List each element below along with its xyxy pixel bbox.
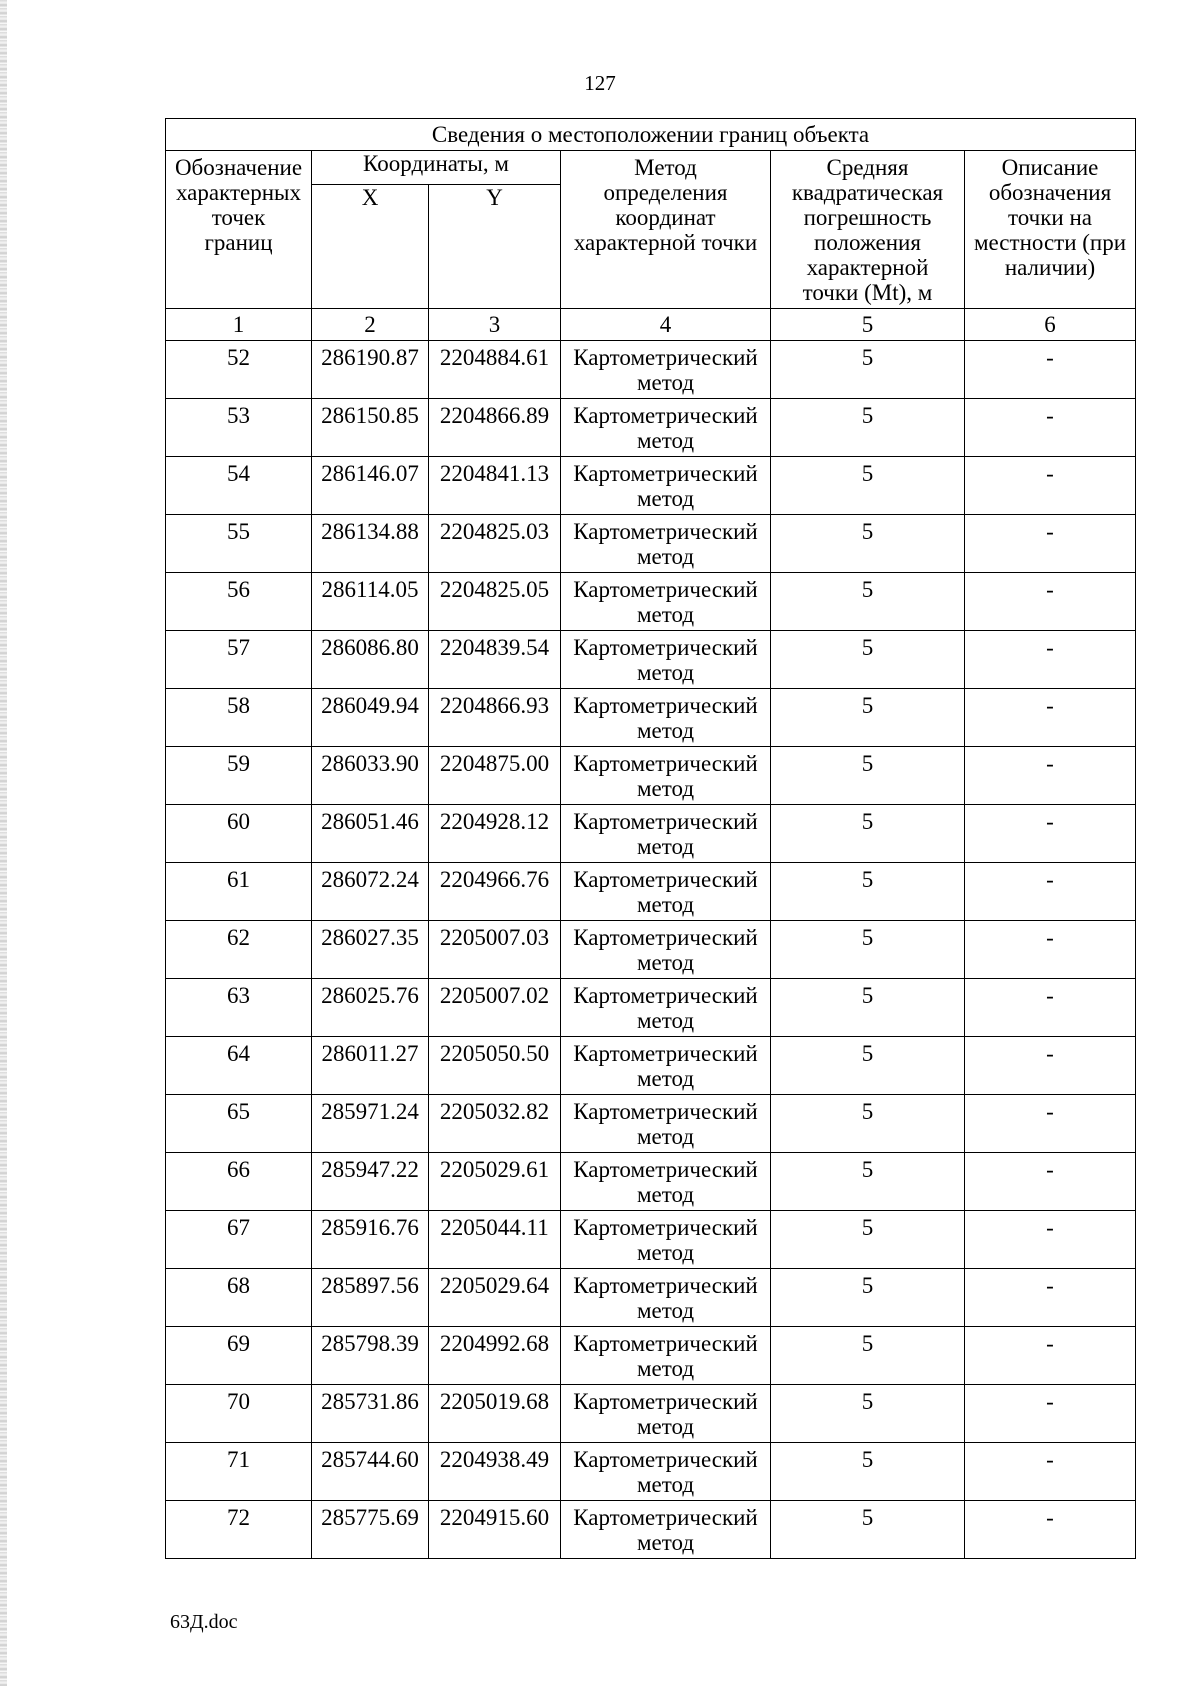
method-cell: Картометрический метод <box>561 1269 771 1327</box>
y-coordinate-cell: 2204825.03 <box>429 515 561 573</box>
y-coordinate-cell: 2204938.49 <box>429 1443 561 1501</box>
column-number: 4 <box>561 309 771 341</box>
description-cell: - <box>965 1211 1136 1269</box>
mean-error-cell: 5 <box>771 1211 965 1269</box>
description-cell: - <box>965 631 1136 689</box>
table-row <box>166 399 1136 457</box>
point-id-cell: 59 <box>166 747 312 805</box>
x-coordinate-cell: 286146.07 <box>312 457 429 515</box>
mean-error-cell: 5 <box>771 1443 965 1501</box>
table-row <box>166 341 1136 399</box>
point-id-cell: 71 <box>166 1443 312 1501</box>
table-row <box>166 863 1136 921</box>
description-cell: - <box>965 805 1136 863</box>
description-cell: - <box>965 457 1136 515</box>
x-coordinate-cell: 286190.87 <box>312 341 429 399</box>
x-coordinate-cell: 285731.86 <box>312 1385 429 1443</box>
table-row <box>166 689 1136 747</box>
y-coordinate-cell: 2205032.82 <box>429 1095 561 1153</box>
x-coordinate-cell: 286072.24 <box>312 863 429 921</box>
point-id-cell: 63 <box>166 979 312 1037</box>
method-cell: Картометрический метод <box>561 689 771 747</box>
mean-error-cell: 5 <box>771 1501 965 1559</box>
table-row <box>166 573 1136 631</box>
table-body <box>166 341 1136 1559</box>
column-number: 1 <box>166 309 312 341</box>
x-coordinate-cell: 285775.69 <box>312 1501 429 1559</box>
point-id-cell: 52 <box>166 341 312 399</box>
mean-error-cell: 5 <box>771 515 965 573</box>
x-coordinate-cell: 286086.80 <box>312 631 429 689</box>
description-cell: - <box>965 689 1136 747</box>
table-title: Сведения о местоположении границ объекта <box>166 119 1136 151</box>
point-id-cell: 53 <box>166 399 312 457</box>
mean-error-cell: 5 <box>771 573 965 631</box>
mean-error-cell: 5 <box>771 921 965 979</box>
description-cell: - <box>965 1037 1136 1095</box>
point-id-cell: 72 <box>166 1501 312 1559</box>
mean-error-cell: 5 <box>771 1153 965 1211</box>
y-coordinate-cell: 2204992.68 <box>429 1327 561 1385</box>
method-cell: Картометрический метод <box>561 747 771 805</box>
description-cell: - <box>965 341 1136 399</box>
point-id-cell: 61 <box>166 863 312 921</box>
method-cell: Картометрический метод <box>561 515 771 573</box>
boundary-coordinates-table <box>165 118 1136 1559</box>
description-cell: - <box>965 399 1136 457</box>
description-cell: - <box>965 863 1136 921</box>
mean-error-cell: 5 <box>771 1269 965 1327</box>
mean-error-cell: 5 <box>771 1327 965 1385</box>
mean-error-cell: 5 <box>771 805 965 863</box>
header-coordinates: Координаты, м <box>312 151 561 185</box>
method-cell: Картометрический метод <box>561 1385 771 1443</box>
table-row <box>166 979 1136 1037</box>
y-coordinate-cell: 2204966.76 <box>429 863 561 921</box>
header-x: X <box>312 185 429 309</box>
description-cell: - <box>965 747 1136 805</box>
y-coordinate-cell: 2204841.13 <box>429 457 561 515</box>
y-coordinate-cell: 2204875.00 <box>429 747 561 805</box>
column-number: 5 <box>771 309 965 341</box>
x-coordinate-cell: 286025.76 <box>312 979 429 1037</box>
table-row <box>166 1385 1136 1443</box>
description-cell: - <box>965 1153 1136 1211</box>
point-id-cell: 66 <box>166 1153 312 1211</box>
header-y: Y <box>429 185 561 309</box>
mean-error-cell: 5 <box>771 1037 965 1095</box>
point-id-cell: 70 <box>166 1385 312 1443</box>
mean-error-cell: 5 <box>771 341 965 399</box>
description-cell: - <box>965 1327 1136 1385</box>
y-coordinate-cell: 2205007.02 <box>429 979 561 1037</box>
y-coordinate-cell: 2204915.60 <box>429 1501 561 1559</box>
x-coordinate-cell: 286027.35 <box>312 921 429 979</box>
x-coordinate-cell: 286049.94 <box>312 689 429 747</box>
point-id-cell: 62 <box>166 921 312 979</box>
column-number: 2 <box>312 309 429 341</box>
x-coordinate-cell: 285947.22 <box>312 1153 429 1211</box>
header-mean-error: Средняя квадратическая погрешность положения характерной точки (Mt), м <box>771 151 965 309</box>
table-row <box>166 1269 1136 1327</box>
y-coordinate-cell: 2204839.54 <box>429 631 561 689</box>
x-coordinate-cell: 285916.76 <box>312 1211 429 1269</box>
description-cell: - <box>965 573 1136 631</box>
method-cell: Картометрический метод <box>561 457 771 515</box>
method-cell: Картометрический метод <box>561 1037 771 1095</box>
description-cell: - <box>965 979 1136 1037</box>
method-cell: Картометрический метод <box>561 805 771 863</box>
method-cell: Картометрический метод <box>561 863 771 921</box>
method-cell: Картометрический метод <box>561 1211 771 1269</box>
point-id-cell: 57 <box>166 631 312 689</box>
point-id-cell: 58 <box>166 689 312 747</box>
y-coordinate-cell: 2205050.50 <box>429 1037 561 1095</box>
x-coordinate-cell: 285798.39 <box>312 1327 429 1385</box>
method-cell: Картометрический метод <box>561 573 771 631</box>
y-coordinate-cell: 2204825.05 <box>429 573 561 631</box>
method-cell: Картометрический метод <box>561 399 771 457</box>
document-filename: 63Д.doc <box>170 1611 238 1633</box>
table-row <box>166 1327 1136 1385</box>
header-point-designation: Обозначение характерных точек границ <box>166 151 312 309</box>
method-cell: Картометрический метод <box>561 341 771 399</box>
y-coordinate-cell: 2204928.12 <box>429 805 561 863</box>
method-cell: Картометрический метод <box>561 1443 771 1501</box>
description-cell: - <box>965 1501 1136 1559</box>
mean-error-cell: 5 <box>771 399 965 457</box>
y-coordinate-cell: 2205029.64 <box>429 1269 561 1327</box>
point-id-cell: 60 <box>166 805 312 863</box>
description-cell: - <box>965 1385 1136 1443</box>
mean-error-cell: 5 <box>771 457 965 515</box>
x-coordinate-cell: 286051.46 <box>312 805 429 863</box>
method-cell: Картометрический метод <box>561 921 771 979</box>
point-id-cell: 65 <box>166 1095 312 1153</box>
description-cell: - <box>965 921 1136 979</box>
header-method: Метод определения координат характерной точки <box>561 151 771 309</box>
description-cell: - <box>965 1443 1136 1501</box>
table-row <box>166 1095 1136 1153</box>
point-id-cell: 64 <box>166 1037 312 1095</box>
point-id-cell: 56 <box>166 573 312 631</box>
method-cell: Картометрический метод <box>561 631 771 689</box>
table-row <box>166 1037 1136 1095</box>
x-coordinate-cell: 285744.60 <box>312 1443 429 1501</box>
y-coordinate-cell: 2204884.61 <box>429 341 561 399</box>
y-coordinate-cell: 2205007.03 <box>429 921 561 979</box>
x-coordinate-cell: 286134.88 <box>312 515 429 573</box>
y-coordinate-cell: 2205029.61 <box>429 1153 561 1211</box>
description-cell: - <box>965 1269 1136 1327</box>
mean-error-cell: 5 <box>771 689 965 747</box>
x-coordinate-cell: 286011.27 <box>312 1037 429 1095</box>
mean-error-cell: 5 <box>771 631 965 689</box>
header-description: Описание обозначения точки на местности (при наличии) <box>965 151 1136 309</box>
column-number: 6 <box>965 309 1136 341</box>
table-row <box>166 515 1136 573</box>
method-cell: Картометрический метод <box>561 1501 771 1559</box>
table-row <box>166 1501 1136 1559</box>
scan-edge-strip <box>0 0 7 1686</box>
description-cell: - <box>965 515 1136 573</box>
method-cell: Картометрический метод <box>561 1153 771 1211</box>
table-row <box>166 1153 1136 1211</box>
table-row <box>166 631 1136 689</box>
description-cell: - <box>965 1095 1136 1153</box>
table-row <box>166 457 1136 515</box>
table-row <box>166 1211 1136 1269</box>
y-coordinate-cell: 2205019.68 <box>429 1385 561 1443</box>
mean-error-cell: 5 <box>771 1095 965 1153</box>
y-coordinate-cell: 2205044.11 <box>429 1211 561 1269</box>
x-coordinate-cell: 285971.24 <box>312 1095 429 1153</box>
mean-error-cell: 5 <box>771 979 965 1037</box>
x-coordinate-cell: 285897.56 <box>312 1269 429 1327</box>
point-id-cell: 69 <box>166 1327 312 1385</box>
method-cell: Картометрический метод <box>561 1327 771 1385</box>
point-id-cell: 68 <box>166 1269 312 1327</box>
column-numbers-row <box>166 309 1136 341</box>
table-row <box>166 805 1136 863</box>
table-row <box>166 747 1136 805</box>
method-cell: Картометрический метод <box>561 979 771 1037</box>
mean-error-cell: 5 <box>771 747 965 805</box>
table-row <box>166 1443 1136 1501</box>
page-number: 127 <box>584 71 616 95</box>
x-coordinate-cell: 286033.90 <box>312 747 429 805</box>
point-id-cell: 55 <box>166 515 312 573</box>
x-coordinate-cell: 286150.85 <box>312 399 429 457</box>
point-id-cell: 54 <box>166 457 312 515</box>
y-coordinate-cell: 2204866.93 <box>429 689 561 747</box>
point-id-cell: 67 <box>166 1211 312 1269</box>
y-coordinate-cell: 2204866.89 <box>429 399 561 457</box>
mean-error-cell: 5 <box>771 1385 965 1443</box>
method-cell: Картометрический метод <box>561 1095 771 1153</box>
column-number: 3 <box>429 309 561 341</box>
x-coordinate-cell: 286114.05 <box>312 573 429 631</box>
table-row <box>166 921 1136 979</box>
mean-error-cell: 5 <box>771 863 965 921</box>
